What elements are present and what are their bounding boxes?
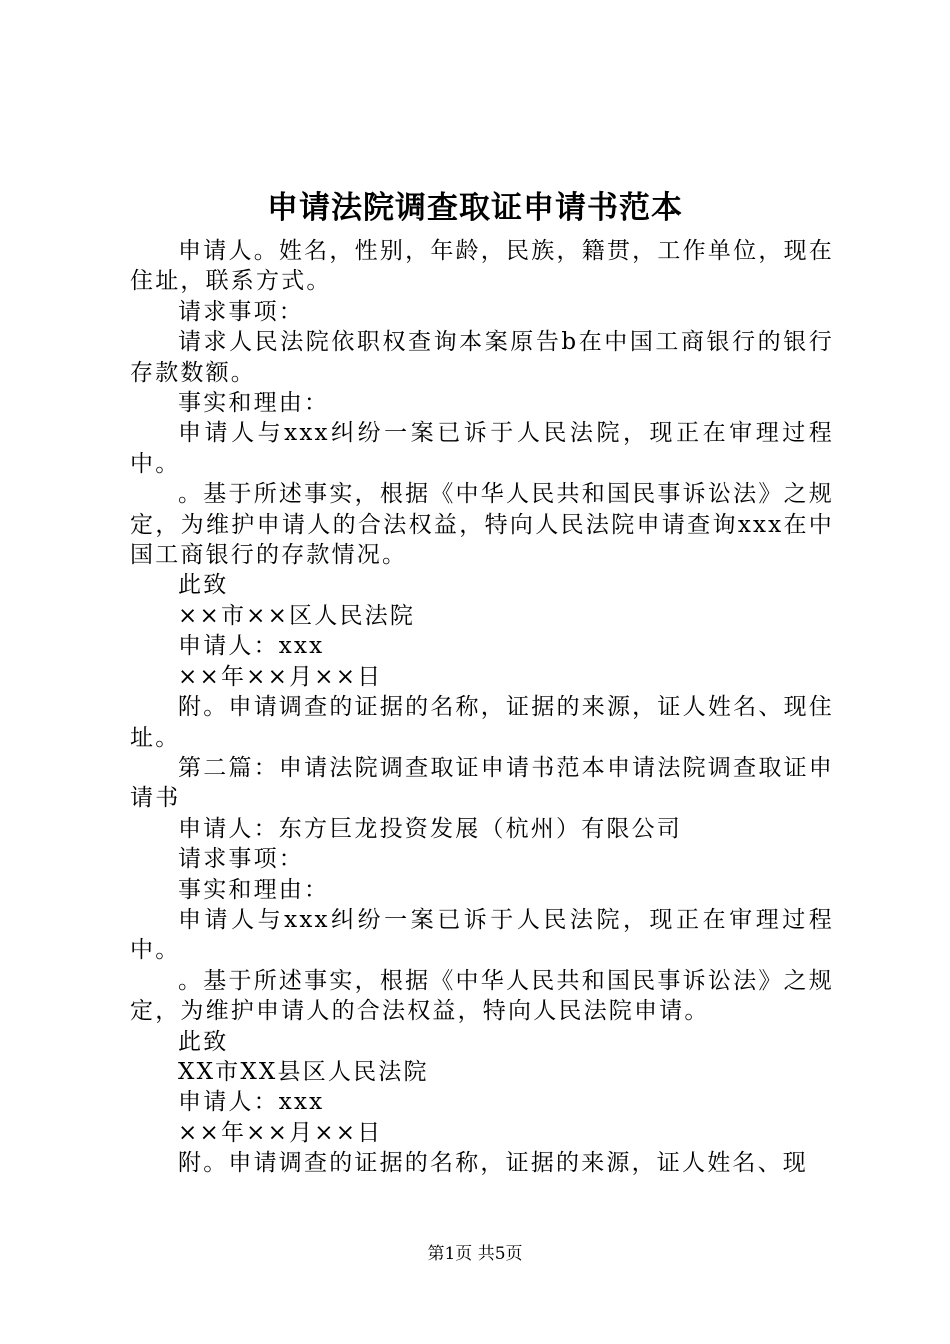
paragraph-applicant-sign-2: 申请人：xxx — [178, 1089, 325, 1116]
paragraph-court-name: ××市××区人民法院 — [178, 602, 416, 629]
paragraph-date: ××年××月××日 — [178, 663, 383, 690]
paragraph-facts-content: 申请人与xxx纠纷一案已诉于人民法院，现正在审理过程中。 — [130, 420, 834, 477]
page-number-footer: 第1页 共5页 — [427, 1244, 523, 1264]
paragraph-request-content: 请求人民法院依职权查询本案原告b在中国工商银行的银行存款数额。 — [130, 329, 834, 386]
paragraph-applicant-info: 申请人。姓名，性别，年龄，民族，籍贯，工作单位，现在住址，联系方式。 — [130, 238, 834, 295]
paragraph-applicant-company: 申请人：东方巨龙投资发展（杭州）有限公司 — [178, 815, 682, 842]
paragraph-request-heading: 请求事项： — [178, 298, 304, 325]
paragraph-facts-heading-2: 事实和理由： — [178, 876, 330, 903]
paragraph-facts-content-2: 申请人与xxx纠纷一案已诉于人民法院，现正在审理过程中。 — [130, 906, 834, 964]
paragraph-legal-basis-2: 。基于所述事实，根据《中华人民共和国民事诉讼法》之规定，为维护申请人的合法权益，特向人民法院申请。 — [130, 967, 834, 1025]
paragraph-request-heading-2: 请求事项： — [178, 846, 304, 873]
paragraph-applicant-sign: 申请人：xxx — [178, 633, 325, 660]
paragraph-date-2: ××年××月××日 — [178, 1119, 383, 1146]
document-body — [130, 236, 834, 1179]
paragraph-salutation-2: 此致 — [178, 1028, 229, 1055]
paragraph-facts-heading: 事实和理由： — [178, 390, 330, 417]
paragraph-part-two-heading: 第二篇：申请法院调查取证申请书范本申请法院调查取证申请书 — [130, 754, 834, 812]
paragraph-court-name-2: XX市XX县区人民法院 — [178, 1058, 429, 1085]
document-title: 申请法院调查取证申请书范本 — [267, 190, 683, 226]
paragraph-attachment: 附。申请调查的证据的名称，证据的来源，证人姓名、现住址。 — [130, 694, 834, 751]
paragraph-salutation: 此致 — [178, 572, 229, 599]
paragraph-legal-basis: 。基于所述事实，根据《中华人民共和国民事诉讼法》之规定，为维护申请人的合法权益，特向人民法院申请查询xxx在中国工商银行的存款情况。 — [130, 481, 834, 569]
paragraph-attachment-2: 附。申请调查的证据的名称，证据的来源，证人姓名、现 — [178, 1150, 808, 1177]
